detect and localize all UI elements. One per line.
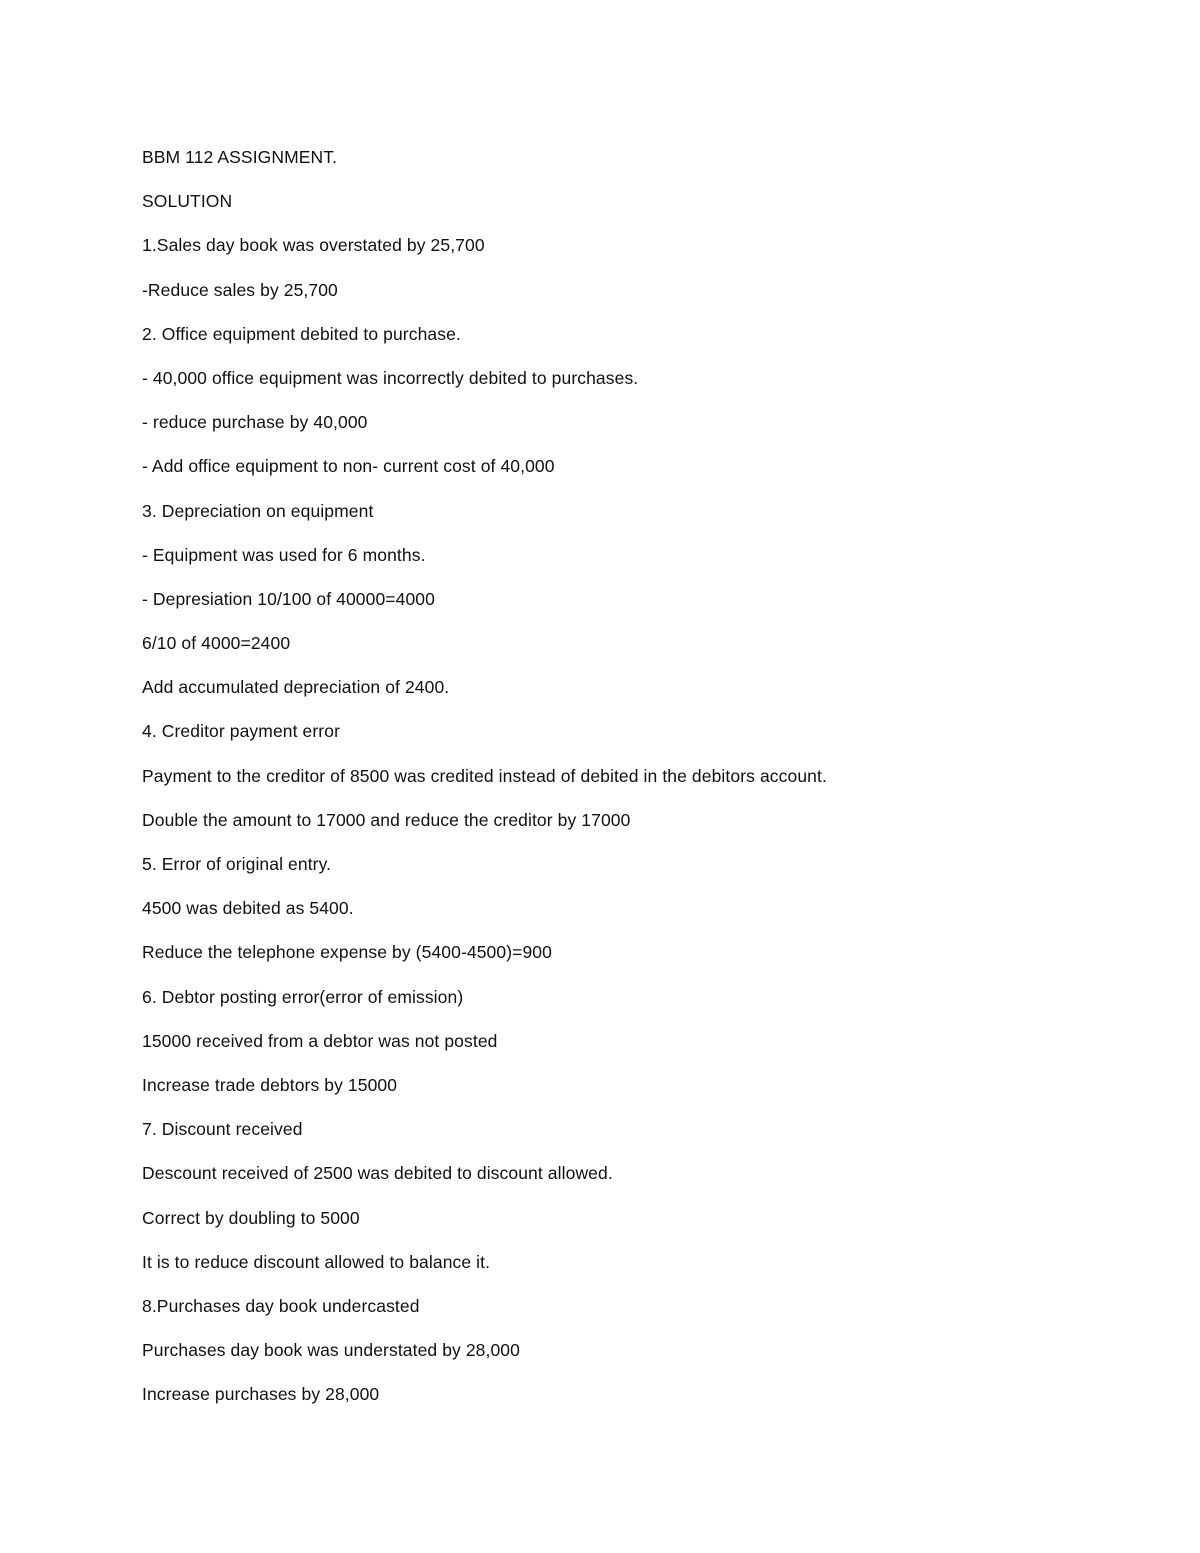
text-line: 4500 was debited as 5400. (142, 898, 354, 919)
item-2-heading: 2. Office equipment debited to purchase. (142, 323, 461, 344)
text-line: Descount received of 2500 was debited to discount allowed. (142, 1163, 613, 1184)
text-line: 6/10 of 4000=2400 (142, 633, 291, 654)
item-4-heading: 4. Creditor payment error (142, 721, 340, 742)
solution-heading: SOLUTION (142, 191, 233, 212)
text-line: It is to reduce discount allowed to balance it. (142, 1251, 491, 1272)
item-5-heading: 5. Error of original entry. (142, 854, 332, 874)
text-line: - Equipment was used for 6 months. (142, 544, 426, 565)
text-line: Reduce the telephone expense by (5400-4500)=900 (142, 942, 552, 963)
item-8-heading: 8.Purchases day book undercasted (142, 1295, 420, 1316)
text-line: - 40,000 office equipment was incorrectly debited to purchases. (142, 367, 639, 388)
item-1-heading: 1.Sales day book was overstated by 25,700 (142, 235, 485, 256)
item-3-heading: 3. Depreciation on equipment (142, 500, 374, 521)
assignment-title: BBM 112 ASSIGNMENT. (142, 147, 338, 167)
text-line: Payment to the creditor of 8500 was credited instead of debited in the debitors account. (142, 765, 827, 786)
text-line: - Add office equipment to non- current cost of 40,000 (142, 456, 555, 477)
text-line: Double the amount to 17000 and reduce the creditor by 17000 (142, 809, 631, 830)
item-6-heading: 6. Debtor posting error(error of emission) (142, 986, 464, 1007)
text-line: Add accumulated depreciation of 2400. (142, 677, 450, 698)
text-line: Correct by doubling to 5000 (142, 1207, 360, 1228)
document-body (142, 144, 1102, 1425)
text-line: -Reduce sales by 25,700 (142, 279, 338, 300)
text-line: - reduce purchase by 40,000 (142, 412, 368, 433)
text-line: Increase purchases by 28,000 (142, 1384, 380, 1405)
text-line: - Depresiation 10/100 of 40000=4000 (142, 588, 435, 609)
text-line: Increase trade debtors by 15000 (142, 1074, 398, 1095)
item-7-heading: 7. Discount received (142, 1119, 303, 1140)
text-line: 15000 received from a debtor was not posted (142, 1030, 498, 1051)
text-line: Purchases day book was understated by 28,000 (142, 1340, 520, 1361)
